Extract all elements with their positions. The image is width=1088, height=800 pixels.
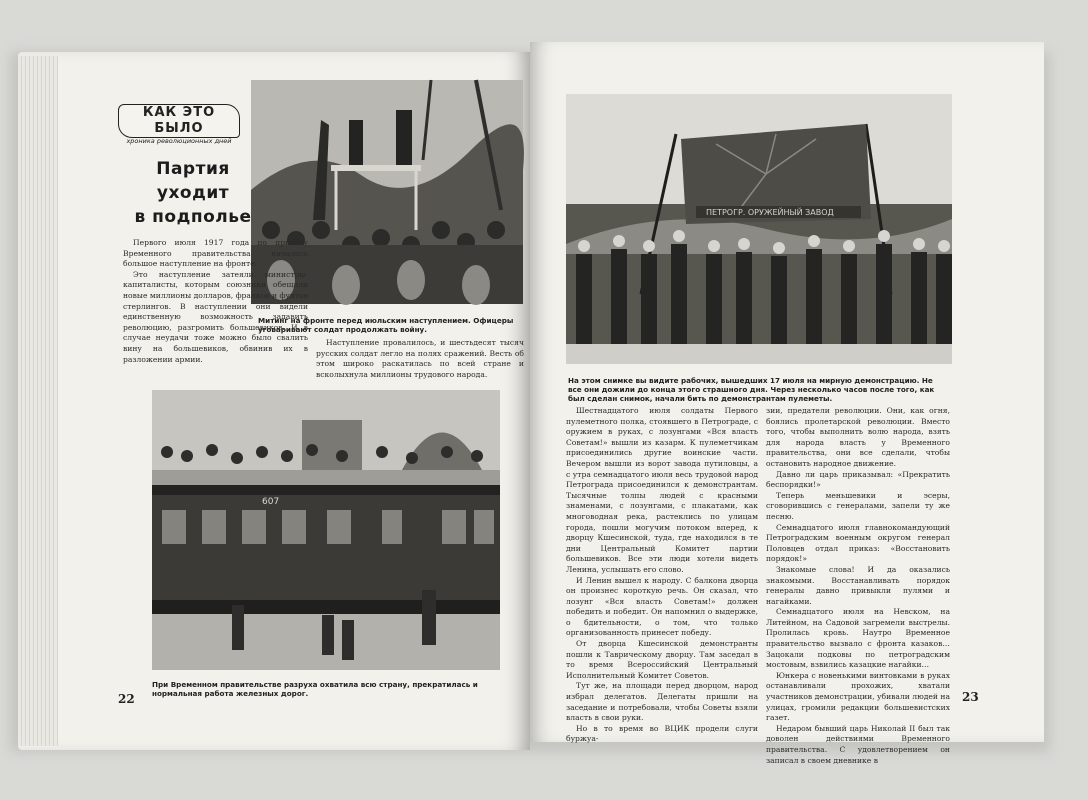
- page-number-right: 23: [962, 690, 979, 704]
- paragraph: Давно ли царь приказывал: «Прекратить беспорядки!»: [766, 469, 950, 490]
- paragraph: И Ленин вышел к народу. С балкона дворца он произнес короткую речь. Он сказал, что лозунг «Вся власть Советам!» должен победить и победит. Он напомнил о выдержке, о бдительности, о том, что только организованность принесет победу.: [566, 575, 758, 638]
- train-photo: [152, 390, 500, 670]
- title-line: Партия: [156, 159, 230, 179]
- front-rally-caption: Митинг на фронте перед июльским наступлением. Офицеры уговаривают солдат продолжать войну.: [258, 316, 514, 334]
- paragraph: Шестнадцатого июля солдаты Первого пулеметного полка, стоявшего в Петрограде, с оружием в руках, с лозунгами «Вся власть Советам!» вышли из казарм. К пулеметчикам присоединились другие воинские части. Вечером вышли из ворот завода путиловцы, а с утра семнадцатого июля весь трудовой народ Петрограда присоединился к демонстрантам. Тысячные толпы людей с красными знаменами, с лозунгами, с плакатами, как многоводная река, растеклись по улицам города, пошли могучим потоком вперед, к дворцу Кшесинской, туда, где находился в те дни Центральный Комитет партии большевиков. Все эти люди хотели видеть Ленина, услышать его слово.: [566, 406, 758, 574]
- paragraph: Это наступление затеяли министры-капиталисты, которым союзники обещали новые миллионы долларов, франков и фунтов стерлингов. В наступлении они видели единственную возможность задавить революцию, разгромить большевиков. И в случае неудачи тоже можно было свалить вину на большевиков, обвинив их в разложении армии.: [123, 269, 308, 364]
- middle-text: [316, 338, 524, 380]
- paragraph: От дворца Кшесинской демонстранты пошли к Таврическому дворцу. Там заседал в то время Всероссийский Центральный Исполнительный Комитет Советов.: [566, 639, 758, 680]
- intro-text: [123, 238, 308, 365]
- demonstration-photo: [566, 94, 952, 364]
- demonstration-caption: На этом снимке вы видите рабочих, вышедших 17 июля на мирную демонстрацию. Не все они дожили до конца этого страшного дня. Через несколько часов после того, как был сделан снимок, начали бить по демонстрантам пулеметы.: [568, 376, 935, 403]
- title-line: в подполье: [134, 207, 252, 227]
- title-line: уходит: [156, 183, 230, 203]
- paragraph: Недаром бывший царь Николай II был так доволен действиями Временного правительства. С удовлетворением он записал в своем дневнике в: [766, 723, 950, 765]
- paragraph: Семнадцатого июля на Невском, на Литейном, на Садовой загремели выстрелы. Пролилась кровь. Наутро Временное правительство вызвало с фронта казаков… Зацокали подковы по петроградским мостовым, взвились казацкие нагайки…: [766, 607, 950, 670]
- train-car-number: 607: [262, 497, 280, 507]
- page-edges: [18, 56, 58, 746]
- rubric-badge: [118, 104, 240, 145]
- page-number-left: 22: [118, 692, 135, 706]
- article-title: [128, 157, 258, 229]
- right-column-1: [566, 406, 758, 745]
- paragraph: Тут же, на площади перед дворцом, народ избрал делегатов. Делегаты пришли на заседание и потребовали, чтобы Советы взяли власть в свои руки.: [566, 681, 758, 723]
- rubric-title: КАК ЭТО БЫЛО: [142, 105, 216, 136]
- paragraph: Первого июля 1917 года по приказу Временного правительства началось большое наступление на фронте.: [123, 238, 308, 269]
- right-page: [530, 42, 1044, 765]
- paragraph: Юнкера с новенькими винтовками в руках останавливали прохожих, хватали участников демонстрации, убивали людей на улицах, громили редакции большевистских газет.: [766, 670, 950, 723]
- rubric-subtitle: хроника революционных дней: [126, 137, 232, 145]
- paragraph: Знакомые слова! И да оказались знакомыми. Восстанавливать порядок генералы давно привыкли пулями и нагайками.: [766, 564, 950, 606]
- left-page: [18, 52, 530, 750]
- paragraph: Наступление провалилось, и шестьдесят тысяч русских солдат легло на полях сражений. Весть об этом широко раскатилась по всей стране и всколыхнула миллионы трудового народа.: [316, 338, 524, 379]
- paragraph: Но в то время во ВЦИК продели слуги буржуа-: [566, 723, 758, 744]
- right-column-2: [766, 406, 950, 766]
- paragraph: Семнадцатого июля главнокомандующий Петроградским военным округом генерал Половцев отдал приказ: «Восстановить порядок!»: [766, 522, 950, 564]
- train-caption: При Временном правительстве разруха охватила всю страну, прекратилась и нормальная работа железных дорог.: [152, 680, 478, 698]
- banner-text: ПЕТРОГР. ОРУЖЕЙНЫЙ ЗАВОД: [706, 208, 834, 217]
- paragraph: Теперь меньшевики и эсеры, сговорившись с генералами, запели ту же песню.: [766, 490, 950, 521]
- paragraph: зии, предатели революции. Они, как огня, боялись пролетарской революции. Вместо того, чтобы выполнить волю народа, взять для народа власть у Временного правительства, они все сделали, чтобы остановить народное движение.: [766, 406, 950, 468]
